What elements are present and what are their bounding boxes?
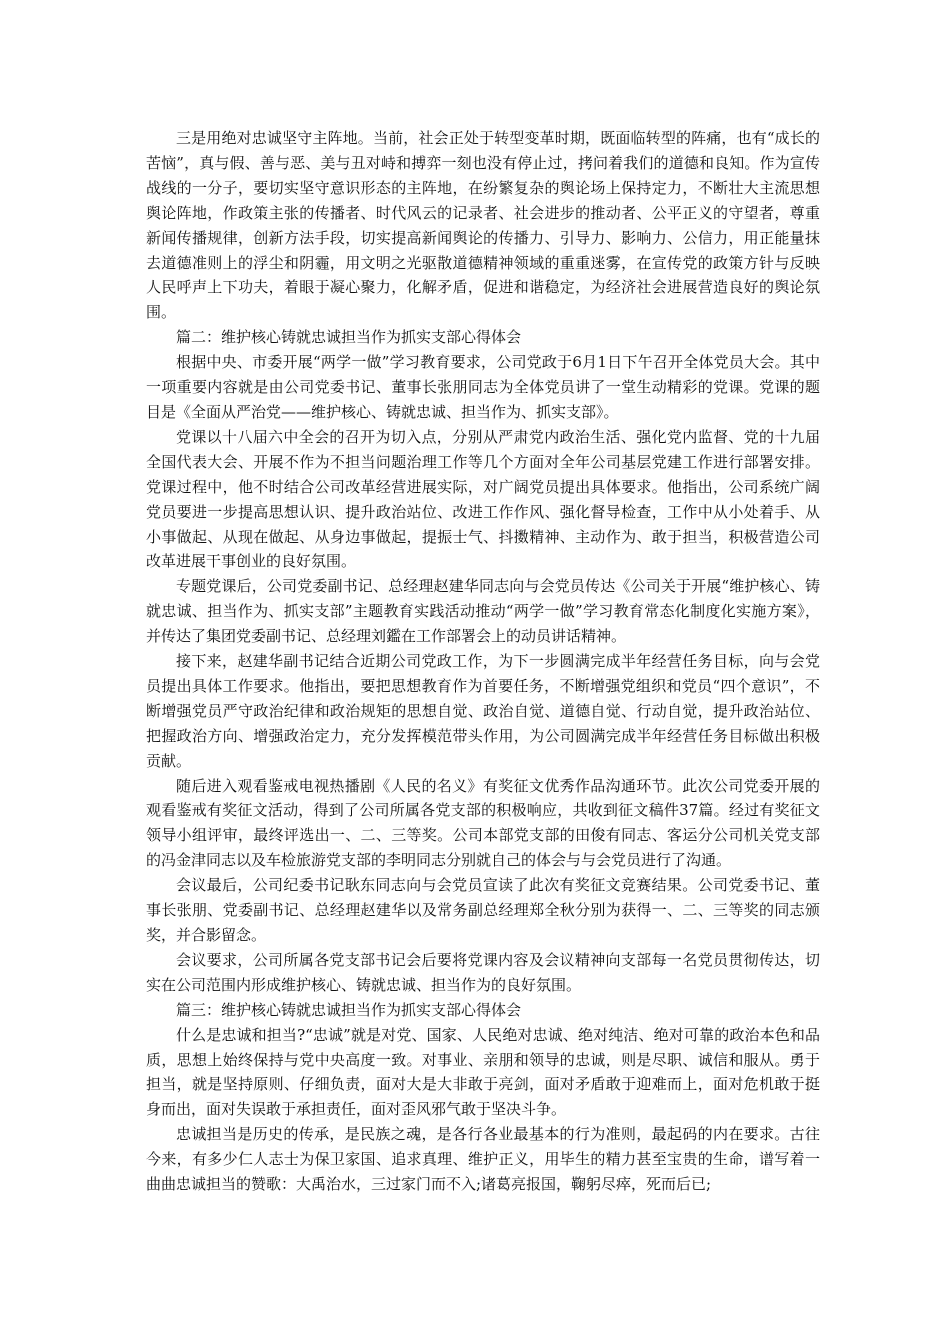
document-page xyxy=(146,126,820,1197)
paragraph-loyalty-position: 三是用绝对忠诚坚守主阵地。当前，社会正处于转型变革时期，既面临转型的阵痛，也有“成长的苦恼”，真与假、善与恶、美与丑对峙和搏弈一刻也没有停止过，拷问着我们的道德和良知。作为宣传战线的一分子，要切实坚守意识形态的主阵地，在纷繁复杂的舆论场上保持定力，不断壮大主流思想舆论阵地，作政策主张的传播者、时代风云的记录者、社会进步的推动者、公平正义的守望者，尊重新闻传播规律，创新方法手段，切实提高新闻舆论的传播力、引导力、影响力、公信力，用正能量抹去道德准则上的浮尘和阴霾，用文明之光驱散道德精神领域的重重迷雾，在宣传党的政策方针与反映人民呼声上下功夫，着眼于凝心聚力，化解矛盾，促进和谐稳定，为经济社会进展营造良好的舆论氛围。 xyxy=(146,129,820,322)
paragraph-special-lecture: 专题党课后，公司党委副书记、总经理赵建华同志向与会党员传达《公司关于开展“维护核心、铸就忠诚、担当作为、抓实支部”主题教育实践活动推动“两学一做”学习教育常态化制度化实施方案》，并传达了集团党委副书记、总经理刘鑑在工作部署会上的动员讲话精神。 xyxy=(146,577,820,646)
section-heading-part-two: 篇二：维护核心铸就忠诚担当作为抓实支部心得体会 xyxy=(176,328,522,347)
paragraph-work-requirements: 接下来，赵建华副书记结合近期公司党政工作，为下一步圆满完成半年经营任务目标，向与会党员提出具体工作要求。他指出，要把思想教育作为首要任务，不断增强党组织和党员“四个意识”，不断增强党员严守政治纪律和政治规矩的思想自觉、政治自觉、道德自觉、行动自觉，提升政治站位、把握政治方向、增强政治定力，充分发挥模范带头作用，为公司圆满完成半年经营任务目标做出积极贡献。 xyxy=(146,652,820,770)
paragraph-loyalty-history: 忠诚担当是历史的传承，是民族之魂，是各行各业最基本的行为准则，最起码的内在要求。古往今来，有多少仁人志士为保卫家国、追求真理、维护正义，用毕生的精力甚至宝贵的生命，谱写着一曲曲忠诚担当的赞歌：大禹治水，三过家门而不入;诸葛亮报国，鞠躬尽瘁，死而后已; xyxy=(146,1125,820,1194)
paragraph-essay-exchange: 随后进入观看鉴戒电视热播剧《人民的名义》有奖征文优秀作品沟通环节。此次公司党委开展的观看鉴戒有奖征文活动，得到了公司所属各党支部的积极响应，共收到征文稿件37篇。经过有奖征文领导小组评审，最终评选出一、二、三等奖。公司本部党支部的田俊有同志、客运分公司机关党支部的冯金津同志以及车检旅游党支部的李明同志分别就自己的体会与与会党员进行了沟通。 xyxy=(146,776,820,870)
section-heading-part-three: 篇三：维护核心铸就忠诚担当作为抓实支部心得体会 xyxy=(176,1000,522,1019)
paragraph-loyalty-definition: 什么是忠诚和担当?“忠诚”就是对党、国家、人民绝对忠诚、绝对纯洁、绝对可靠的政治本色和品质，思想上始终保持与党中央高度一致。对事业、亲朋和领导的忠诚，则是尽职、诚信和服从。勇于担当，就是坚持原则、仔细负责，面对大是大非敢于亮剑，面对矛盾敢于迎难而上，面对危机敢于挺身而出，面对失误敢于承担责任，面对歪风邪气敢于坚决斗争。 xyxy=(146,1025,820,1119)
paragraph-meeting-requirements: 会议要求，公司所属各党支部书记会后要将党课内容及会议精神向支部每一名党员贯彻传达，切实在公司范围内形成维护核心、铸就忠诚、担当作为的良好氛围。 xyxy=(146,950,820,994)
paragraph-party-meeting: 根据中央、市委开展“两学一做”学习教育要求，公司党政于6月1日下午召开全体党员大会。其中一项重要内容就是由公司党委书记、董事长张朋同志为全体党员讲了一堂生动精彩的党课。党课的题目是《全面从严治党——维护核心、铸就忠诚、担当作为、抓实支部》。 xyxy=(146,353,820,421)
paragraph-award-ceremony: 会议最后，公司纪委书记耿东同志向与会党员宣读了此次有奖征文竞赛结果。公司党委书记、董事长张朋、党委副书记、总经理赵建华以及常务副总经理郑全秋分别为获得一、二、三等奖的同志颁奖，并合影留念。 xyxy=(146,876,820,944)
paragraph-party-lecture: 党课以十八届六中全会的召开为切入点，分别从严肃党内政治生活、强化党内监督、党的十九届全国代表大会、开展不作为不担当问题治理工作等几个方面对全年公司基层党建工作进行部署安排。党课过程中，他不时结合公司改革经营进展实际，对广阔党员提出具体要求。他指出，公司系统广阔党员要进一步提高思想认识、提升政治站位、改进工作作风、强化督导检查，工作中从小处着手、从小事做起、从现在做起、从身边事做起，提振士气、抖擞精神、主动作为、敢于担当，积极营造公司改革进展干事创业的良好氛围。 xyxy=(146,427,820,571)
